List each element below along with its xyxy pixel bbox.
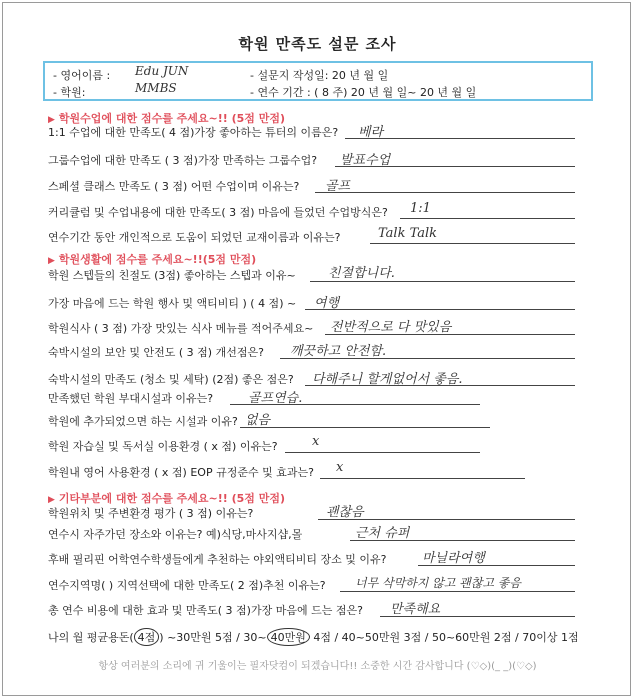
page-title: 학원 만족도 설문 조사 — [238, 35, 397, 53]
section-class: ▶ 학원수업에 대한 점수를 주세요~!! (5점 만점) — [48, 112, 286, 125]
selected-score-circle: 4점 — [134, 628, 160, 646]
question-14: 학원내 영어 사용환경 ( x 점) EOP 규정준수 및 효과는? — [48, 466, 314, 479]
question-18: 연수지역명( ) 지역선택에 대한 만족도( 2 점)추천 이유는? — [48, 579, 326, 592]
answer-1: 베라 — [358, 125, 384, 140]
answer-19: 만족해요 — [390, 602, 441, 617]
info-box — [43, 61, 593, 101]
answer-8: 전반적으로 다 맛있음 — [330, 320, 452, 335]
answer-line-4 — [400, 218, 575, 219]
answer-line-5 — [370, 243, 575, 244]
name-label: - 영어이름 : — [53, 69, 111, 82]
question-2: 그룹수업에 대한 만족도 ( 3 점)가장 만족하는 그룹수업? — [48, 154, 318, 167]
answer-16: 근처 슈퍼 — [355, 526, 410, 541]
answer-7: 여행 — [314, 296, 340, 311]
answer-18: 너무 삭막하지 않고 괜찮고 좋음 — [355, 576, 521, 590]
question-11: 만족했던 학원 부대시설과 이유는? — [48, 392, 214, 405]
answer-line-12 — [240, 427, 490, 428]
answer-12: 없음 — [245, 413, 271, 428]
question-20: 나의 월 평균용돈( 4점 ) ~30만원 5점 / 30~ 40만원 4점 / 40~50만원 3점 / 50~60만원 2점 / 70이상 1점 — [48, 628, 579, 646]
question-5: 연수기간 동안 개인적으로 도움이 되었던 교재이름과 이유는? — [48, 231, 341, 244]
answer-6: 친절합니다. — [328, 266, 395, 281]
academy-value: MMBS — [135, 81, 177, 95]
answer-line-13 — [285, 452, 480, 453]
answer-line-7 — [305, 309, 575, 310]
answer-3: 골프 — [325, 179, 351, 194]
answer-9: 깨끗하고 안전함. — [290, 344, 387, 359]
question-12: 학원에 추가되었으면 하는 시설과 이유? — [48, 415, 238, 428]
question-15: 학원위치 및 주변환경 평가 ( 3 점) 이유는? — [48, 507, 254, 520]
section-etc: ▶ 기타부분에 대한 점수를 주세요~!! (5점 만점) — [48, 492, 286, 505]
answer-2: 발표수업 — [340, 153, 391, 168]
selected-range-circle: 40만원 — [267, 628, 310, 646]
answer-17: 마닐라여행 — [422, 551, 485, 566]
question-9: 숙박시설의 보안 및 안전도 ( 3 점) 개선점은? — [48, 346, 264, 359]
answer-13: x — [312, 434, 320, 449]
answer-11: 골프연습. — [248, 391, 303, 406]
answer-14: x — [336, 460, 344, 475]
question-7: 가장 마음에 드는 학원 행사 및 액티비티 ) ( 4 점) ~ — [48, 297, 297, 310]
answer-line-3 — [315, 192, 575, 193]
question-17: 후배 필리핀 어학연수학생들에게 추천하는 야외액티비티 장소 및 이유? — [48, 553, 387, 566]
question-4: 커리큘럼 및 수업내용에 대한 만족도( 3 점) 마음에 들었던 수업방식은? — [48, 206, 388, 219]
question-19: 총 연수 비용에 대한 효과 및 만족도( 3 점)가장 마음에 드는 점은? — [48, 604, 363, 617]
question-3: 스페셜 클래스 만족도 ( 3 점) 어떤 수업이며 이유는? — [48, 180, 300, 193]
answer-line-6 — [310, 281, 575, 282]
question-10: 숙박시설의 만족도 (청소 및 세탁) (2점) 좋은 점은? — [48, 373, 294, 386]
question-6: 학원 스텝들의 친절도 (3점) 좋아하는 스텝과 이유~ — [48, 269, 296, 282]
answer-5: Talk Talk — [378, 226, 438, 241]
answer-10: 다해주니 할게없어서 좋음. — [312, 372, 463, 387]
question-8: 학원식사 ( 3 점) 가장 맛있는 식사 메뉴를 적어주세요~ — [48, 322, 314, 335]
answer-4: 1:1 — [410, 201, 431, 216]
footer-note: 항상 여러분의 소리에 귀 기울이는 필자닷컴이 되겠습니다!! 소중한 시간 감사합니다 (♡◇)(_ _)(♡◇) — [98, 661, 537, 672]
academy-label: - 학원: — [53, 86, 86, 99]
answer-15: 괜찮음 — [326, 505, 364, 520]
question-13: 학원 자습실 및 독서실 이용환경 ( x 점) 이유는? — [48, 440, 278, 453]
section-life: ▶ 학원생활에 점수를 주세요~!!(5점 만점) — [48, 253, 257, 266]
answer-line-18 — [340, 591, 575, 592]
question-1: 1:1 수업에 대한 만족도( 4 점)가장 좋아하는 튜터의 이름은? — [48, 126, 339, 139]
period-label: - 연수 기간 : ( 8 주) 20 년 월 일~ 20 년 월 일 — [250, 86, 477, 99]
name-value: Edu JUN — [135, 64, 189, 78]
date-label: - 설문지 작성일: 20 년 월 일 — [250, 69, 389, 82]
answer-line-14 — [320, 478, 525, 479]
question-16: 연수시 자주가던 장소와 이유는? 예)식당,마사지샵,몰 — [48, 528, 303, 541]
